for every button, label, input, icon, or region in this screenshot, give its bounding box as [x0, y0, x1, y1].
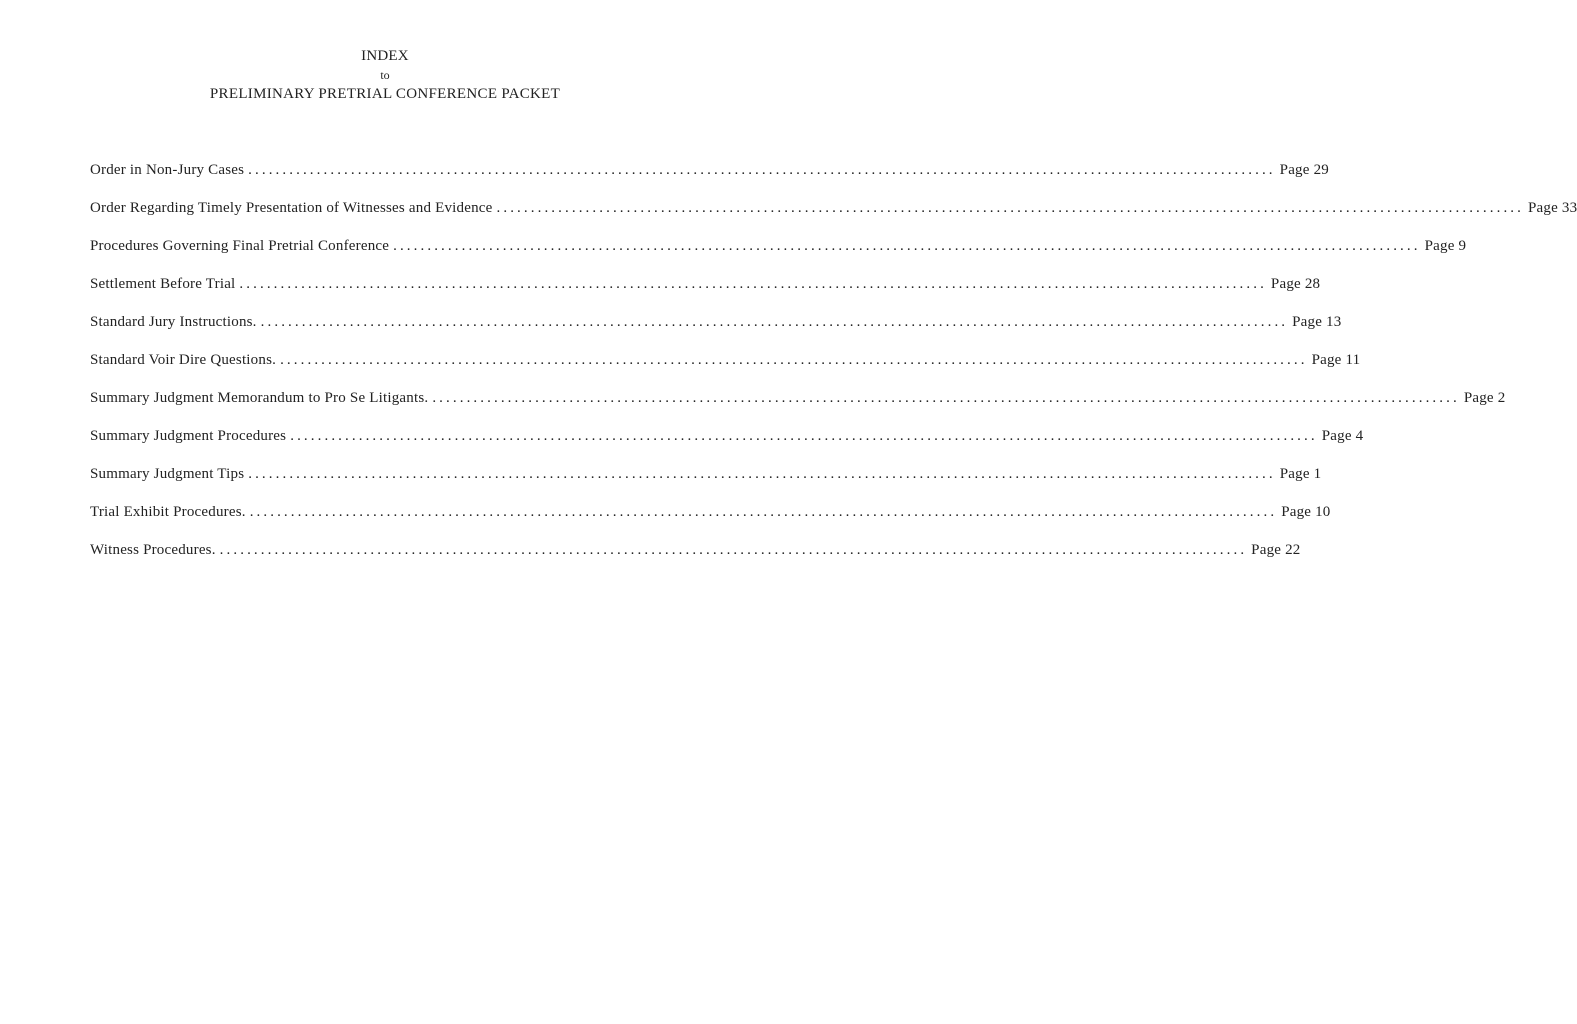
toc-entry-sj-procedures — [90, 426, 1364, 464]
toc-entry-page: Page 9 — [1424, 238, 1467, 254]
toc-entry-title: Witness Procedures. — [90, 542, 216, 558]
toc-entry-sj-tips — [90, 464, 1322, 502]
toc-entry-page: Page 22 — [1251, 542, 1301, 558]
toc-entry-page: Page 2 — [1463, 390, 1506, 406]
toc-entry-page: Page 11 — [1311, 352, 1361, 368]
toc-dot-leader: ...................................................................................................................................................... — [496, 200, 1524, 216]
toc-dot-leader: ...................................................................................................................................................... — [260, 314, 1289, 330]
toc-entry-title: Summary Judgment Tips — [90, 466, 245, 482]
toc-dot-leader: ...................................................................................................................................................... — [239, 276, 1267, 292]
toc-entry-page: Page 4 — [1321, 428, 1364, 444]
toc-entry-order-non-jury — [90, 160, 1329, 198]
toc-entry-voir-dire — [90, 350, 1361, 388]
toc-entry-witness-procedures — [90, 540, 1301, 578]
toc-dot-leader: ...................................................................................................................................................... — [219, 542, 1248, 558]
toc-entry-title: Standard Voir Dire Questions. — [90, 352, 277, 368]
index-subheading-to: to — [380, 68, 390, 82]
table-of-contents — [90, 160, 1577, 578]
toc-entry-title: Trial Exhibit Procedures. — [90, 504, 246, 520]
toc-entry-pro-se-memo — [90, 388, 1506, 426]
index-heading: INDEX — [361, 48, 409, 64]
toc-entry-page: Page 13 — [1292, 314, 1342, 330]
toc-dot-leader: ...................................................................................................................................................... — [248, 162, 1276, 178]
toc-entry-jury-instructions — [90, 312, 1342, 350]
toc-entry-page: Page 33 — [1528, 200, 1577, 216]
toc-entry-title: Summary Judgment Procedures — [90, 428, 287, 444]
toc-entry-settlement — [90, 274, 1321, 312]
toc-entry-timely-presentation — [90, 198, 1577, 236]
toc-entry-title: Order Regarding Timely Presentation of Witnesses and Evidence — [90, 200, 493, 216]
toc-entry-page: Page 28 — [1270, 276, 1321, 292]
toc-dot-leader: ...................................................................................................................................................... — [432, 390, 1460, 406]
toc-entry-final-pretrial — [90, 236, 1467, 274]
toc-dot-leader: ...................................................................................................................................................... — [280, 352, 1308, 368]
toc-dot-leader: ...................................................................................................................................................... — [290, 428, 1318, 444]
packet-title: PRELIMINARY PRETRIAL CONFERENCE PACKET — [209, 86, 561, 102]
toc-dot-leader: ...................................................................................................................................................... — [248, 466, 1276, 482]
toc-entry-exhibit-procedures — [90, 502, 1331, 540]
toc-dot-leader: ...................................................................................................................................................... — [393, 238, 1421, 254]
toc-entry-title: Procedures Governing Final Pretrial Conference — [90, 238, 390, 254]
toc-entry-page: Page 10 — [1281, 504, 1331, 520]
toc-entry-page: Page 29 — [1279, 162, 1329, 178]
toc-entry-title: Order in Non-Jury Cases — [90, 162, 245, 178]
toc-entry-title: Summary Judgment Memorandum to Pro Se Litigants. — [90, 390, 429, 406]
toc-entry-page: Page 1 — [1279, 466, 1322, 482]
toc-dot-leader: ...................................................................................................................................................... — [249, 504, 1278, 520]
toc-entry-title: Settlement Before Trial — [90, 276, 236, 292]
toc-entry-title: Standard Jury Instructions. — [90, 314, 257, 330]
